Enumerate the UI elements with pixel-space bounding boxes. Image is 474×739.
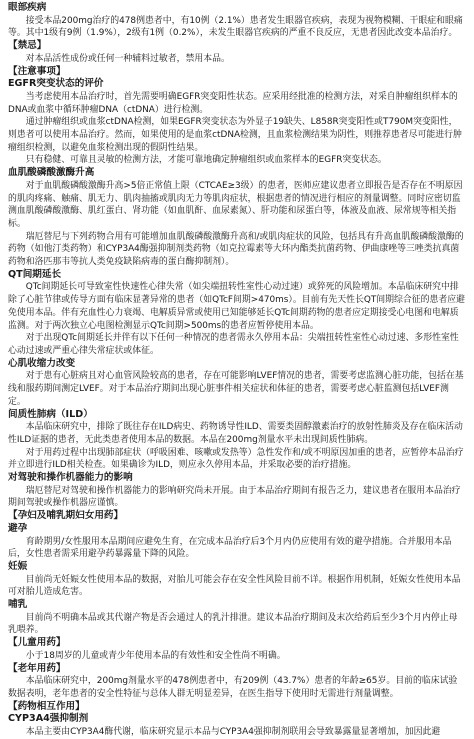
paragraph: 接受本品200mg治疗的478例患者中，有10例（2.1%）患者发生眼器官疾病，表现为视物模糊、干眼症和眼痛等。其中1级有9例（1.9%），2级有1例（0.2%），未发生眼器官疾病的严重不良反应，无患者因此改变本品治疗。 [8, 15, 463, 39]
subsection-heading: 血肌酸磷酸激酶升高 [8, 167, 95, 179]
subsection-heading: QT间期延长 [8, 268, 62, 280]
paragraph: 对于血肌酸磷酸激酶升高>5倍正常值上限（CTCAE≥3级）的患者，医师应建议患者立即报告是否存在不明原因的肌肉疼痛、触痛、肌无力、肌肉抽搐或肌肉无力等肌肉症状，根据患者的情况进行相应的剂量调整。同时应密切监测血肌酸磷酸激酶、肌红蛋白、肾功能（如血肌酐、血尿素氮）、肝功能和尿蛋白等，体液及血液、尿常规等相关指标。 [8, 180, 463, 229]
section-heading: 【儿童用药】 [8, 637, 66, 649]
paragraph: 目前尚无妊娠女性使用本品的数据，对胎儿可能会存在安全性风险目前不详。根据作用机制，妊娠女性使用本品可对胎儿造成危害。 [8, 574, 461, 598]
section-heading: 【老年用药】 [8, 662, 66, 674]
paragraph: 只有稳健、可靠且灵敏的检测方法，才能可靠地确定肿瘤组织或血浆样本的EGFR突变状态。 [25, 155, 387, 166]
paragraph: 对于患有心脏病且对心血管风险较高的患者，存在可能影响LVEF情况的患者，需要考虑监测心脏功能，包括在基线和服药期间测定LVEF。对于本品治疗期间出现心脏事件相关症状和体征的患者，需要考虑心脏监测包括LVEF测定。 [8, 371, 464, 407]
section-heading: 【孕妇及哺乳期妇女用药】 [8, 510, 124, 522]
section-heading: 【禁忌】 [8, 40, 47, 52]
paragraph: 本品临床研究中，排除了既往存在ILD病史、药物诱导性ILD、需要类固醇激素治疗的放射性肺炎及存在临床活动性ILD证据的患者，无此类患者使用本品的数据。本品在200mg剂量水平未出现间质性肺病。 [8, 422, 463, 445]
subsection-heading: 妊娠 [8, 560, 28, 572]
paragraph: 瑞厄替尼与下列药物合用有可能增加血肌酸磷酸激酶升高和/或肌肉症状的风险，包括具有升高血肌酸磷酸激酶的药物（如他汀类药物）和CYP3A4酶强抑制剂类药物（如克拉霉素等大环内酯类抗菌药物、伊曲康唑等三唑类抗真菌药物和洛匹那韦等抗人类免疫缺陷病毒的蛋白酶抑制剂）。 [8, 231, 464, 268]
paragraph: 本品临床研究中，200mg剂量水平的478例患者中，有209例（43.7%）患者的年龄≥65岁。目前的临床试验数据表明，老年患者的安全性特征与总体人群无明显差异，在医生指导下使用时无需进行剂量调整。 [8, 676, 458, 699]
subsection-heading: 间质性肺病（ILD） [8, 408, 93, 420]
subsection-heading: CYP3A4强抑制剂 [8, 713, 89, 725]
subsection-heading: 心肌收缩力改变 [8, 357, 76, 369]
paragraph: 对本品活性成份或任何一种辅料过敏者，禁用本品。 [25, 53, 230, 64]
paragraph: 瑞厄替尼对驾驶和操作机器能力的影响研究尚未开展。由于本品治疗期间有报告乏力，建议患者在服用本品治疗期间驾驶或操作机器应谨慎。 [8, 485, 461, 509]
subsection-heading: 哺乳 [8, 599, 28, 611]
paragraph: 本品主要由CYP3A4酶代谢，临床研究显示本品与CYP3A4强抑制剂联用会导致暴露量显著增加，加因此避 [25, 727, 441, 738]
subsection-heading: 对驾驶和操作机器能力的影响 [8, 472, 133, 484]
paragraph: 当考虑使用本品治疗时，首先需要明确EGFR突变阳性状态。应采用经批准的检测方法，对采自肿瘤组织样本的DNA或血浆中循环肿瘤DNA（ctDNA）进行检测。 [8, 91, 458, 115]
section-heading: 【注意事项】 [8, 65, 66, 77]
subsection-heading: EGFR突变状态的评价 [8, 78, 104, 90]
subsection-heading: 避孕 [8, 522, 28, 534]
section-heading: 【药物相互作用】 [8, 700, 85, 712]
subsection-heading: 眼部疾病 [8, 2, 47, 13]
paragraph: 对于用药过程中出现肺部症状（呼吸困难、咳嗽或发热等）急性发作和/或不明原因加重的患者，应暂停本品治疗并立即进行ILD相关检查。如果确诊为ILD，则应永久停用本品，并采取必要的治疗措施。 [8, 447, 464, 471]
paragraph: 小于18周岁的儿童或青少年使用本品的有效性和安全性尚不明确。 [25, 650, 286, 661]
paragraph: 对于出现QTc间期延长并伴有以下任何一种情况的患者需永久停用本品：尖端扭转性室性心动过速、多形性室性心动过速或严重心律失常症状或体征。 [8, 333, 459, 356]
paragraph: 目前尚不明确本品或其代谢产物是否会通过人的乳汁排泄。建议本品治疗期间及末次给药后至少3个月内停止母乳喂养。 [8, 612, 458, 636]
paragraph: 育龄期男/女性服用本品期间应避免生育，在完成本品治疗后3个月内仍应使用有效的避孕措施。合并服用本品后，女性患者需采用避孕药暴露量下降的风险。 [8, 536, 452, 560]
paragraph: QTc间期延长可导致室性快速性心律失常（如尖端扭转性室性心动过速）或猝死的风险增加。本品临床研究中排除了心脏节律或传导方面有临床显著异常的患者（如QTcF间期>470ms）。目前有先天性长QT间期综合征的患者应避免使用本品。伴有充血性心力衰竭、电解质异常或使用已知能够延长QTc间期药物的患者应定期接受心电图和电解质监测。对于两次独立心电图检测显示QTc间期>500ms的患者应暂停使用本品。 [8, 282, 465, 331]
paragraph: 通过肿瘤组织或血浆ctDNA检测，如果EGFR突变状态为外显子19缺失、L858R突变阳性或T790M突变阳性，则患者可以使用本品治疗。然而，如果使用的是血浆ctDNA检测，且血浆检测结果为阴性，则推荐患者尽可能进行肿瘤组织检测，以避免血浆检测出现的假阴性结果。 [8, 117, 462, 153]
